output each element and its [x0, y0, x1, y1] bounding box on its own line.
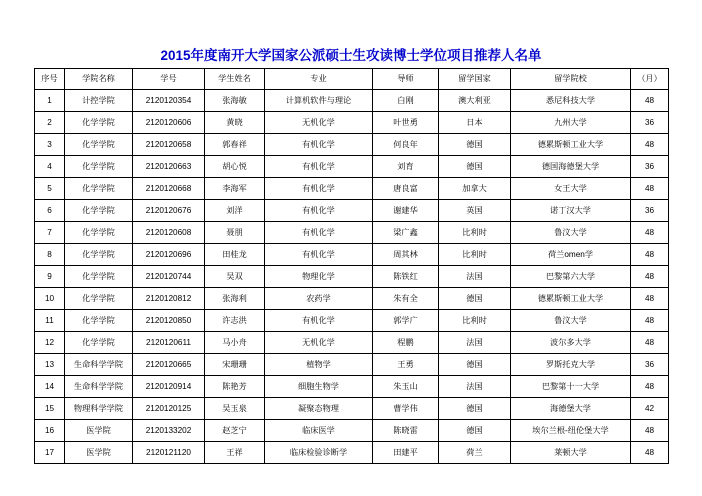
- cell-student-id: 2120120850: [133, 310, 205, 332]
- cell-university: 德累斯顿工业大学: [511, 288, 631, 310]
- cell-months: 48: [631, 442, 669, 464]
- cell-advisor: 朱有全: [373, 288, 439, 310]
- cell-advisor: 梁广鑫: [373, 222, 439, 244]
- cell-index: 9: [35, 266, 65, 288]
- cell-major: 无机化学: [265, 112, 373, 134]
- cell-advisor: 程鹏: [373, 332, 439, 354]
- cell-college: 化学学院: [65, 244, 133, 266]
- cell-university: 巴黎第六大学: [511, 266, 631, 288]
- cell-college: 化学学院: [65, 178, 133, 200]
- cell-student-name: 郭春祥: [205, 134, 265, 156]
- cell-months: 48: [631, 266, 669, 288]
- cell-student-id: 2120120914: [133, 376, 205, 398]
- cell-index: 5: [35, 178, 65, 200]
- column-header-country: 留学国家: [439, 69, 511, 90]
- cell-index: 15: [35, 398, 65, 420]
- cell-student-id: 2120120354: [133, 90, 205, 112]
- table-row: [35, 178, 669, 200]
- cell-college: 化学学院: [65, 288, 133, 310]
- cell-student-id: 2120120658: [133, 134, 205, 156]
- column-header-college: 学院名称: [65, 69, 133, 90]
- cell-months: 48: [631, 288, 669, 310]
- cell-major: 有机化学: [265, 156, 373, 178]
- cell-advisor: 田建平: [373, 442, 439, 464]
- cell-student-name: 赵芝宁: [205, 420, 265, 442]
- cell-major: 临床检验诊断学: [265, 442, 373, 464]
- cell-major: 有机化学: [265, 222, 373, 244]
- cell-major: 植物学: [265, 354, 373, 376]
- cell-college: 生命科学学院: [65, 354, 133, 376]
- cell-index: 2: [35, 112, 65, 134]
- cell-country: 德国: [439, 398, 511, 420]
- cell-advisor: 周其林: [373, 244, 439, 266]
- cell-student-name: 李海军: [205, 178, 265, 200]
- cell-months: 48: [631, 244, 669, 266]
- table-row: [35, 288, 669, 310]
- cell-university: 波尔多大学: [511, 332, 631, 354]
- cell-student-name: 刘洋: [205, 200, 265, 222]
- cell-months: 48: [631, 420, 669, 442]
- cell-student-id: 2120120676: [133, 200, 205, 222]
- cell-index: 1: [35, 90, 65, 112]
- column-header-student-id: 学号: [133, 69, 205, 90]
- cell-student-id: 2120120812: [133, 288, 205, 310]
- cell-months: 48: [631, 222, 669, 244]
- cell-major: 临床医学: [265, 420, 373, 442]
- cell-student-name: 黄晓: [205, 112, 265, 134]
- cell-advisor: 陈铁红: [373, 266, 439, 288]
- cell-major: 有机化学: [265, 178, 373, 200]
- page-title: 2015年度南开大学国家公派硕士生攻读博士学位项目推荐人名单: [160, 48, 542, 63]
- cell-major: 计算机软件与理论: [265, 90, 373, 112]
- cell-index: 7: [35, 222, 65, 244]
- cell-advisor: 谢建华: [373, 200, 439, 222]
- cell-index: 11: [35, 310, 65, 332]
- column-header-index: 序号: [35, 69, 65, 90]
- cell-major: 有机化学: [265, 244, 373, 266]
- cell-student-id: 2120120668: [133, 178, 205, 200]
- table-row: [35, 398, 669, 420]
- cell-advisor: 郭学广: [373, 310, 439, 332]
- cell-country: 荷兰: [439, 442, 511, 464]
- cell-college: 化学学院: [65, 222, 133, 244]
- cell-student-name: 陈艳芳: [205, 376, 265, 398]
- table-row: [35, 354, 669, 376]
- cell-advisor: 何良年: [373, 134, 439, 156]
- cell-major: 农药学: [265, 288, 373, 310]
- cell-student-id: 2120120608: [133, 222, 205, 244]
- cell-student-name: 胡心悦: [205, 156, 265, 178]
- recommendation-table: [34, 68, 669, 464]
- cell-index: 10: [35, 288, 65, 310]
- cell-major: 有机化学: [265, 200, 373, 222]
- table-row: [35, 376, 669, 398]
- cell-university: 女王大学: [511, 178, 631, 200]
- cell-college: 化学学院: [65, 134, 133, 156]
- cell-months: 36: [631, 200, 669, 222]
- cell-university: 鲁汶大学: [511, 310, 631, 332]
- cell-country: 法国: [439, 376, 511, 398]
- cell-country: 比利时: [439, 310, 511, 332]
- cell-college: 生命科学学院: [65, 376, 133, 398]
- cell-college: 化学学院: [65, 156, 133, 178]
- cell-country: 德国: [439, 134, 511, 156]
- cell-country: 德国: [439, 354, 511, 376]
- cell-university: 诺丁汉大学: [511, 200, 631, 222]
- table-row: [35, 112, 669, 134]
- cell-months: 42: [631, 398, 669, 420]
- cell-major: 凝聚态物理: [265, 398, 373, 420]
- cell-months: 48: [631, 310, 669, 332]
- cell-country: 德国: [439, 288, 511, 310]
- cell-months: 36: [631, 354, 669, 376]
- table-header-row: [35, 69, 669, 90]
- cell-university: 巴黎第十一大学: [511, 376, 631, 398]
- cell-country: 加拿大: [439, 178, 511, 200]
- cell-college: 计控学院: [65, 90, 133, 112]
- column-header-advisor: 导师: [373, 69, 439, 90]
- cell-index: 12: [35, 332, 65, 354]
- cell-months: 48: [631, 178, 669, 200]
- cell-student-id: 2120120696: [133, 244, 205, 266]
- cell-student-name: 马小舟: [205, 332, 265, 354]
- table-row: [35, 90, 669, 112]
- column-header-student-name: 学生姓名: [205, 69, 265, 90]
- cell-major: 有机化学: [265, 134, 373, 156]
- cell-months: 48: [631, 332, 669, 354]
- cell-advisor: 叶世勇: [373, 112, 439, 134]
- cell-college: 物理科学学院: [65, 398, 133, 420]
- cell-months: 48: [631, 134, 669, 156]
- cell-country: 法国: [439, 266, 511, 288]
- cell-university: 埃尔兰根-纽伦堡大学: [511, 420, 631, 442]
- cell-index: 3: [35, 134, 65, 156]
- cell-university: 海德堡大学: [511, 398, 631, 420]
- cell-advisor: 曹学伟: [373, 398, 439, 420]
- cell-college: 医学院: [65, 420, 133, 442]
- cell-student-name: 许志洪: [205, 310, 265, 332]
- cell-student-id: 2120120606: [133, 112, 205, 134]
- cell-university: 悉尼科技大学: [511, 90, 631, 112]
- cell-university: 九州大学: [511, 112, 631, 134]
- cell-student-name: 张海敏: [205, 90, 265, 112]
- table-row: [35, 156, 669, 178]
- cell-country: 比利时: [439, 222, 511, 244]
- cell-country: 德国: [439, 420, 511, 442]
- table-row: [35, 134, 669, 156]
- cell-months: 48: [631, 90, 669, 112]
- cell-university: 鲁汶大学: [511, 222, 631, 244]
- table-row: [35, 222, 669, 244]
- column-header-university: 留学院校: [511, 69, 631, 90]
- cell-student-name: 田桂龙: [205, 244, 265, 266]
- table-row: [35, 332, 669, 354]
- cell-university: 德国海德堡大学: [511, 156, 631, 178]
- cell-country: 日本: [439, 112, 511, 134]
- cell-college: 化学学院: [65, 200, 133, 222]
- cell-student-name: 宋珊珊: [205, 354, 265, 376]
- cell-student-name: 吴双: [205, 266, 265, 288]
- table-row: [35, 310, 669, 332]
- recommendation-table-wrap: [34, 68, 668, 464]
- cell-months: 48: [631, 376, 669, 398]
- cell-country: 澳大利亚: [439, 90, 511, 112]
- cell-university: 莱顿大学: [511, 442, 631, 464]
- cell-student-name: 张海利: [205, 288, 265, 310]
- cell-student-id: 2120120611: [133, 332, 205, 354]
- cell-index: 17: [35, 442, 65, 464]
- cell-student-id: 2120120125: [133, 398, 205, 420]
- cell-major: 细胞生物学: [265, 376, 373, 398]
- table-row: [35, 244, 669, 266]
- cell-university: 德累斯顿工业大学: [511, 134, 631, 156]
- cell-college: 医学院: [65, 442, 133, 464]
- cell-months: 36: [631, 112, 669, 134]
- cell-advisor: 陈晓雷: [373, 420, 439, 442]
- cell-student-name: 王祥: [205, 442, 265, 464]
- table-row: [35, 266, 669, 288]
- cell-index: 8: [35, 244, 65, 266]
- cell-university: 荷兰omen学: [511, 244, 631, 266]
- cell-student-id: 2120121120: [133, 442, 205, 464]
- table-row: [35, 442, 669, 464]
- column-header-months: （月）: [631, 69, 669, 90]
- column-header-major: 专业: [265, 69, 373, 90]
- cell-university: 罗斯托克大学: [511, 354, 631, 376]
- cell-advisor: 白刚: [373, 90, 439, 112]
- cell-index: 16: [35, 420, 65, 442]
- cell-advisor: 唐良富: [373, 178, 439, 200]
- cell-index: 6: [35, 200, 65, 222]
- cell-index: 4: [35, 156, 65, 178]
- table-body: [35, 90, 669, 464]
- cell-index: 13: [35, 354, 65, 376]
- cell-country: 法国: [439, 332, 511, 354]
- cell-college: 化学学院: [65, 266, 133, 288]
- cell-major: 物理化学: [265, 266, 373, 288]
- cell-advisor: 朱玉山: [373, 376, 439, 398]
- table-row: [35, 200, 669, 222]
- cell-major: 无机化学: [265, 332, 373, 354]
- cell-advisor: 刘育: [373, 156, 439, 178]
- cell-student-id: 2120120663: [133, 156, 205, 178]
- cell-advisor: 王勇: [373, 354, 439, 376]
- cell-months: 36: [631, 156, 669, 178]
- cell-college: 化学学院: [65, 112, 133, 134]
- cell-student-id: 2120133202: [133, 420, 205, 442]
- cell-student-id: 2120120665: [133, 354, 205, 376]
- cell-index: 14: [35, 376, 65, 398]
- cell-country: 比利时: [439, 244, 511, 266]
- cell-country: 英国: [439, 200, 511, 222]
- cell-college: 化学学院: [65, 310, 133, 332]
- cell-student-name: 吴玉泉: [205, 398, 265, 420]
- cell-student-id: 2120120744: [133, 266, 205, 288]
- table-row: [35, 420, 669, 442]
- cell-country: 德国: [439, 156, 511, 178]
- cell-college: 化学学院: [65, 332, 133, 354]
- cell-student-name: 聂朋: [205, 222, 265, 244]
- cell-major: 有机化学: [265, 310, 373, 332]
